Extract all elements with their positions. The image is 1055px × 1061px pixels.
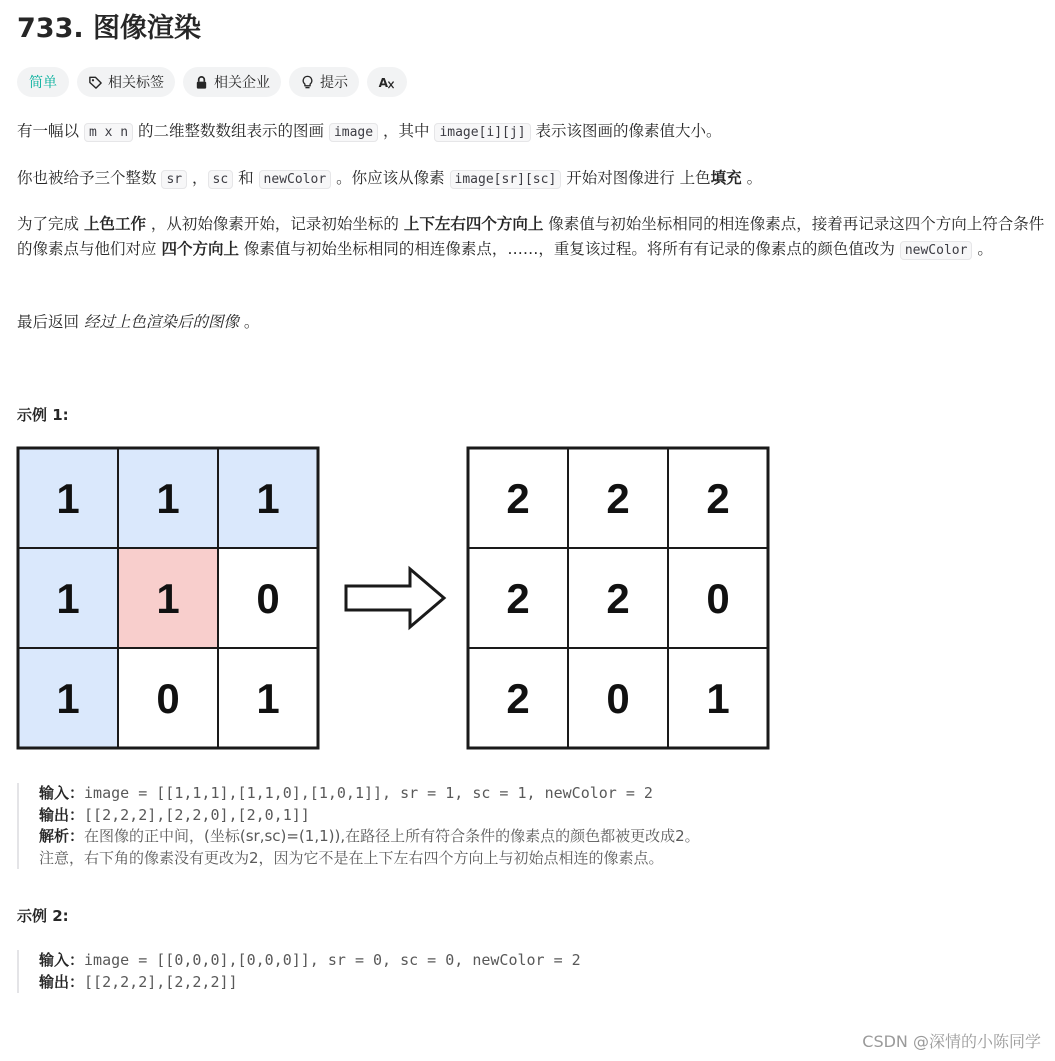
text: 。你应该从像素 xyxy=(331,169,450,187)
lock-icon xyxy=(194,75,209,90)
text: 你也被给予三个整数 xyxy=(17,169,162,187)
text: ，其中 xyxy=(378,122,435,140)
grid-cell-value: 1 xyxy=(256,475,280,522)
code-sc: sc xyxy=(208,170,234,189)
note-text: 注意，右下角的像素没有更改为2，因为它不是在上下左右四个方向上与初始点相连的像素点。 xyxy=(39,848,664,867)
problem-title: 733. 图像渲染 xyxy=(17,13,202,44)
output-value: [[2,2,2],[2,2,2]] xyxy=(84,972,238,991)
grid-cell-value: 0 xyxy=(256,575,280,622)
bold-text: 上下左右四个方向上 xyxy=(403,215,544,233)
text: 像素值与初始坐标相同的相连像素点，接着再记录这四个方向上符合条件的像素点与他们对应 xyxy=(17,215,1045,258)
code-newcolor: newColor xyxy=(259,170,332,189)
bold-text: 四个方向上 xyxy=(161,240,239,258)
text: 为了完成 xyxy=(17,215,84,233)
grid-cell-value: 1 xyxy=(156,575,180,622)
grid-cell-value: 2 xyxy=(506,575,530,622)
code-image-ij: image[i][j] xyxy=(434,123,530,142)
grid-cell-value: 2 xyxy=(506,675,530,722)
text: 和 xyxy=(233,169,259,187)
grid-cell-value: 1 xyxy=(56,675,80,722)
explain-label: 解析： xyxy=(39,827,85,845)
related-companies-button[interactable] xyxy=(183,67,281,97)
example-2-io xyxy=(17,950,581,993)
grid-cell-value: 2 xyxy=(606,475,630,522)
text: 有一幅以 xyxy=(17,122,84,140)
code-pixel: image[sr][sc] xyxy=(450,170,562,189)
arrow-icon xyxy=(346,569,444,627)
text: 最后返回 xyxy=(17,313,84,331)
grid-cell-value: 1 xyxy=(256,675,280,722)
grid-cell-value: 2 xyxy=(606,575,630,622)
hint-label: 提示 xyxy=(320,75,348,91)
text: ， xyxy=(187,169,208,187)
input-value: image = [[0,0,0],[0,0,0]], sr = 0, sc = 0, newColor = 2 xyxy=(84,951,581,969)
grid-cell-value: 1 xyxy=(156,475,180,522)
text: 。 xyxy=(972,240,993,258)
italic-text: 经过上色渲染后的图像 xyxy=(83,313,239,331)
grid-cell-value: 0 xyxy=(706,575,730,622)
text: 开始对图像进行 上色 xyxy=(561,169,711,187)
description-paragraph-3 xyxy=(17,212,1047,263)
difficulty-label: 简单 xyxy=(29,75,57,91)
description-paragraph-2 xyxy=(17,166,1047,192)
input-label: 输入： xyxy=(39,784,85,802)
code-mxn: m x n xyxy=(84,123,133,142)
related-companies-label: 相关企业 xyxy=(214,75,270,91)
description-paragraph-1 xyxy=(17,119,1047,145)
bold-text: 填充 xyxy=(710,169,742,187)
grid-cell-value: 2 xyxy=(506,475,530,522)
code-sr: sr xyxy=(161,170,187,189)
translate-button[interactable] xyxy=(367,67,407,97)
output-label: 输出： xyxy=(39,972,85,991)
text: 。 xyxy=(741,169,763,187)
explain-text: 在图像的正中间，(坐标(sr,sc)=(1,1)),在路径上所有符合条件的像素点的颜色都被更改成2。 xyxy=(84,827,700,845)
related-tags-button[interactable] xyxy=(77,67,175,97)
grid-cell-value: 1 xyxy=(56,475,80,522)
text: 。 xyxy=(238,313,260,331)
translate-icon xyxy=(378,75,396,90)
example-2-title: 示例 2: xyxy=(17,907,69,925)
example-1-figure xyxy=(16,446,776,754)
output-label: 输出： xyxy=(39,805,85,824)
code-image: image xyxy=(329,123,378,142)
difficulty-tag[interactable] xyxy=(17,67,69,97)
text: 像素值与初始坐标相同的相连像素点，……，重复该过程。将所有有记录的像素点的颜色值改为 xyxy=(238,240,900,258)
grid-before xyxy=(18,448,318,748)
watermark: CSDN @深情的小陈同学 xyxy=(862,1032,1041,1051)
description-paragraph-4 xyxy=(17,310,1047,335)
related-tags-label: 相关标签 xyxy=(108,75,164,91)
grid-cell-value: 1 xyxy=(56,575,80,622)
grid-cell-value: 0 xyxy=(606,675,630,722)
text: 表示该图画的像素值大小。 xyxy=(530,122,722,140)
svg-text:A: A xyxy=(378,75,388,90)
tag-icon xyxy=(88,75,103,90)
bold-text: 上色工作 xyxy=(83,215,146,233)
input-label: 输入： xyxy=(39,951,85,969)
example-1-io xyxy=(17,783,700,869)
grid-cell-value: 2 xyxy=(706,475,730,522)
output-value: [[2,2,2],[2,2,0],[2,0,1]] xyxy=(84,805,310,824)
example-1-title: 示例 1: xyxy=(17,406,69,424)
tag-bar xyxy=(17,67,407,97)
grid-after xyxy=(468,448,768,748)
hint-button[interactable] xyxy=(289,67,359,97)
text: 的二维整数数组表示的图画 xyxy=(133,122,329,140)
grid-cell-value: 1 xyxy=(706,675,730,722)
code-newcolor: newColor xyxy=(900,241,973,260)
text: ，从初始像素开始，记录初始坐标的 xyxy=(145,215,404,233)
input-value: image = [[1,1,1],[1,1,0],[1,0,1]], sr = 1, sc = 1, newColor = 2 xyxy=(84,784,653,802)
grid-cell-value: 0 xyxy=(156,675,180,722)
lightbulb-icon xyxy=(300,75,315,90)
